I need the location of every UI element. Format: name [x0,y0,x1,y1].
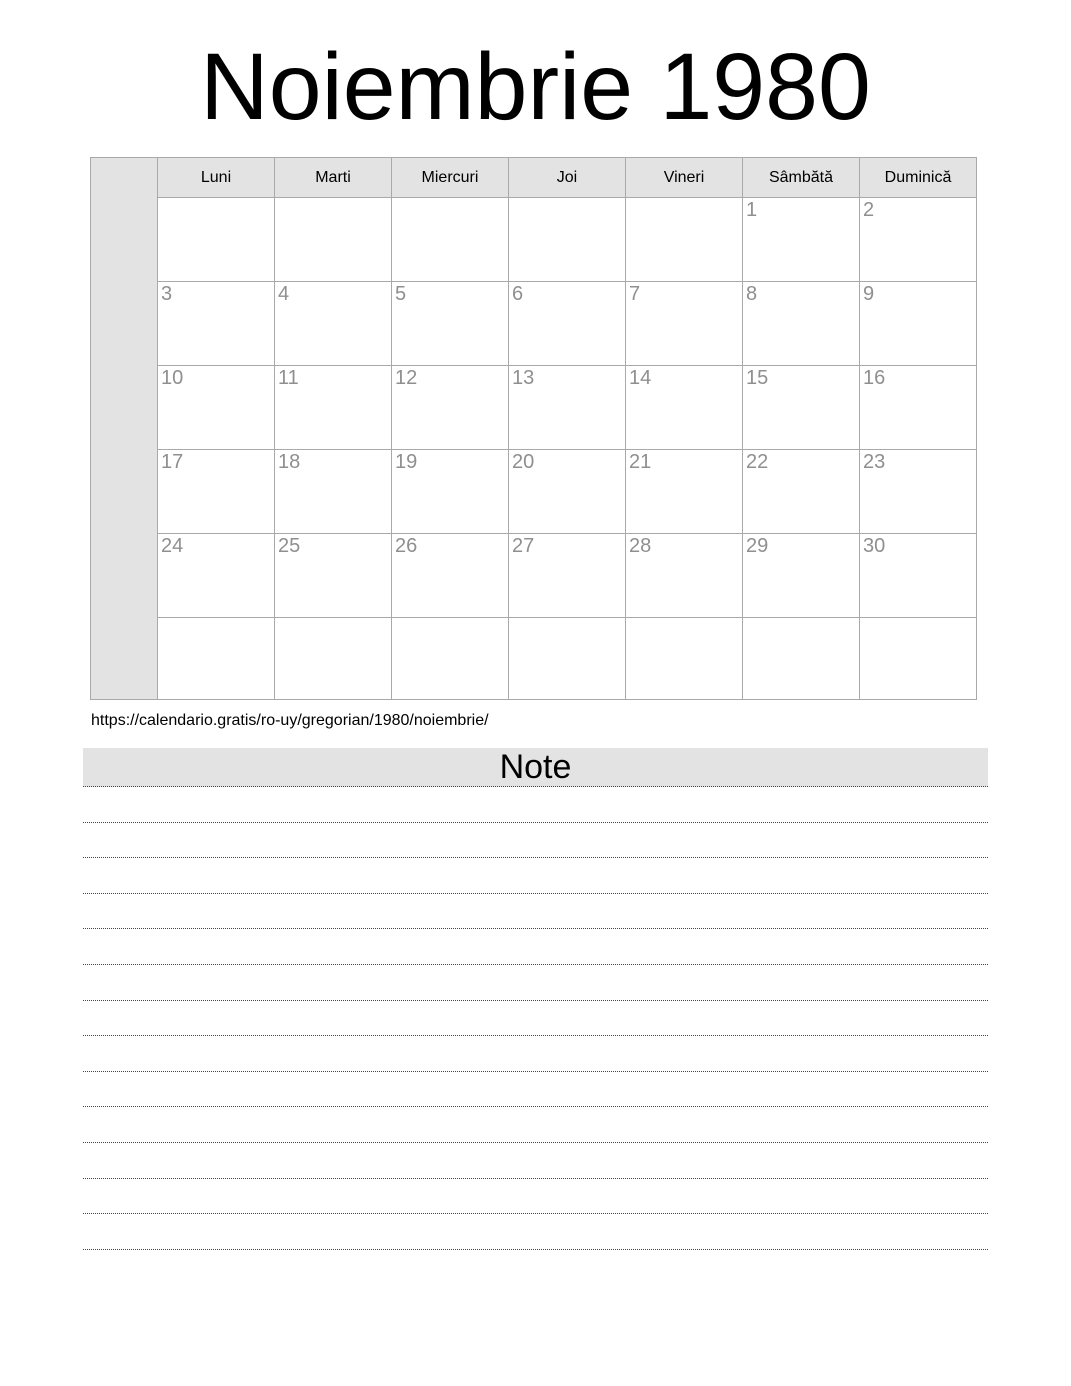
day-cell: 19 [392,450,509,534]
day-cell: 22 [743,450,860,534]
day-cell: 26 [392,534,509,618]
weekday-header: Miercuri [392,158,509,198]
day-cell: 9 [860,282,977,366]
day-cell: 2 [860,198,977,282]
empty-day-cell [509,618,626,700]
note-line [83,1179,988,1215]
day-cell: 12 [392,366,509,450]
weekday-header: Duminică [860,158,977,198]
empty-day-cell [392,618,509,700]
day-cell: 13 [509,366,626,450]
note-line [83,1036,988,1072]
note-line [83,858,988,894]
day-cell: 23 [860,450,977,534]
day-cell: 7 [626,282,743,366]
week-row [91,282,977,366]
note-line [83,1072,988,1108]
day-cell: 4 [275,282,392,366]
week-row [91,450,977,534]
week-row [91,366,977,450]
day-cell: 15 [743,366,860,450]
day-cell: 18 [275,450,392,534]
note-lines [83,787,988,1250]
note-line [83,787,988,823]
note-line [83,1143,988,1179]
day-cell: 3 [158,282,275,366]
calendar-table [90,157,977,700]
weekday-header: Vineri [626,158,743,198]
notes-heading: Note [83,748,988,787]
day-cell: 30 [860,534,977,618]
note-line [83,894,988,930]
day-cell: 5 [392,282,509,366]
day-cell: 14 [626,366,743,450]
page-title: Noiembrie 1980 [200,34,871,140]
note-line [83,1107,988,1143]
day-cell: 20 [509,450,626,534]
day-cell: 11 [275,366,392,450]
day-cell: 10 [158,366,275,450]
day-cell: 17 [158,450,275,534]
notes-section [83,748,988,1250]
day-cell: 6 [509,282,626,366]
margin-column-cell [91,158,158,700]
note-line [83,1214,988,1250]
note-line [83,965,988,1001]
note-line [83,823,988,859]
day-cell: 16 [860,366,977,450]
empty-day-cell [860,618,977,700]
note-line [83,1001,988,1037]
empty-day-cell [626,618,743,700]
day-cell: 24 [158,534,275,618]
empty-day-cell [275,198,392,282]
week-row [91,534,977,618]
empty-day-cell [158,198,275,282]
empty-day-cell [626,198,743,282]
source-url: https://calendario.gratis/ro-uy/gregorian/1980/noiembrie/ [91,712,489,729]
weekday-header: Marti [275,158,392,198]
empty-day-cell [275,618,392,700]
week-row [91,198,977,282]
weekday-header: Luni [158,158,275,198]
weekday-header: Sâmbătă [743,158,860,198]
calendar-grid [91,158,977,700]
weekday-header: Joi [509,158,626,198]
day-cell: 1 [743,198,860,282]
weekday-header-row [91,158,977,198]
day-cell: 27 [509,534,626,618]
empty-day-cell [158,618,275,700]
day-cell: 25 [275,534,392,618]
day-cell: 28 [626,534,743,618]
empty-day-cell [392,198,509,282]
week-row [91,618,977,700]
note-line [83,929,988,965]
empty-day-cell [509,198,626,282]
empty-day-cell [743,618,860,700]
day-cell: 29 [743,534,860,618]
day-cell: 8 [743,282,860,366]
day-cell: 21 [626,450,743,534]
